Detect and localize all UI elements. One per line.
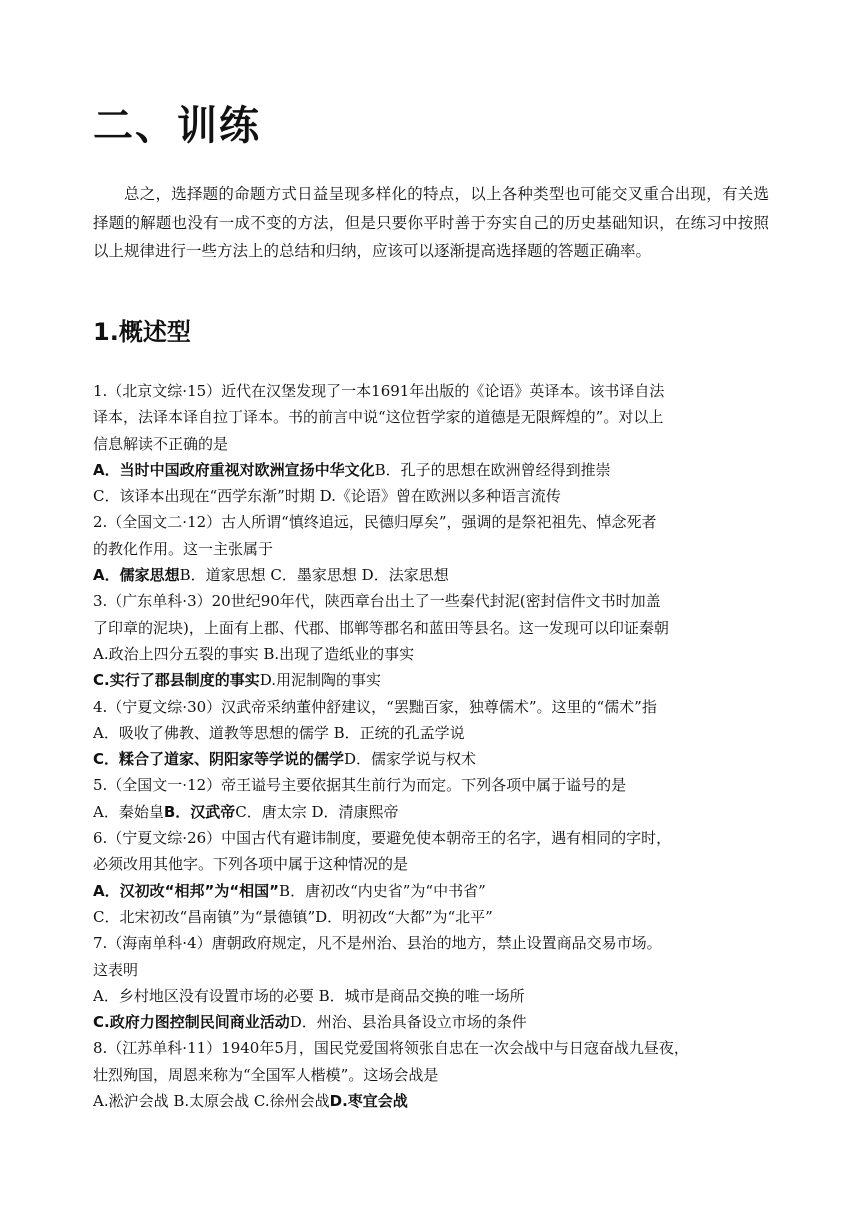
q8-stem-line-2: 壮烈殉国，周恩来称为“全国军人楷模”。这场会战是: [93, 1065, 439, 1084]
q6-options-line-1: [93, 878, 769, 904]
q7-options-line-2: [93, 1009, 769, 1035]
q5-stem-line-1: 5.（全国文一·12）帝王谥号主要依据其生前行为而定。下列各项中属于谥号的是: [93, 776, 627, 795]
q6-stem-line-1: 6.（宁夏文综·26）中国古代有避讳制度，要避免使本朝帝王的名字，遇有相同的字时，: [93, 829, 672, 848]
q2-options-line: [93, 562, 769, 588]
q1-stem-line-2: 译本，法译本译自拉丁译本。书的前言中说“这位哲学家的道德是无限辉煌的”。对以上: [93, 408, 664, 427]
q6-option-b: B．唐初改“内史省”为“中书省”: [279, 881, 486, 900]
q7-options-line-1: A．乡村地区没有设置市场的必要 B．城市是商品交换的唯一场所: [93, 986, 525, 1005]
q3-stem-line-2: 了印章的泥块)，上面有上郡、代郡、邯郸等郡名和蓝田等县名。这一发现可以印证秦朝: [93, 618, 669, 637]
q3-options-line-1: A.政治上四分五裂的事实 B.出现了造纸业的事实: [93, 644, 415, 663]
q1-options-line-1: [93, 457, 769, 483]
q1-stem-line-3: 信息解读不正确的是: [93, 434, 229, 453]
q4-options-line-2: [93, 746, 769, 772]
q5-options-line: [93, 799, 769, 825]
q3-options-line-2: [93, 667, 769, 693]
q8-answer-option-d: D.枣宜会战: [329, 1092, 408, 1111]
q1-answer-option-a: A．当时中国政府重视对欧洲宣扬中华文化: [93, 460, 375, 479]
q1-options-line-2: C．该译本出现在“西学东渐”时期 D.《论语》曾在欧洲以多种语言流传: [93, 487, 561, 506]
q8-options-abc: A.淞沪会战 B.太原会战 C.徐州会战: [93, 1092, 330, 1111]
q1-option-b: B．孔子的思想在欧洲曾经得到推崇: [374, 460, 611, 479]
q4-answer-option-c: C．糅合了道家、阴阳家等学说的儒学: [93, 750, 345, 769]
q2-options-bcd: B．道家思想 C．墨家思想 D．法家思想: [179, 566, 449, 585]
q6-stem-line-2: 必须改用其他字。下列各项中属于这种情况的是: [93, 855, 409, 874]
q7-answer-option-c: C.政府力图控制民间商业活动: [93, 1013, 290, 1032]
q7-option-d: D．州治、县治具备设立市场的条件: [289, 1013, 527, 1032]
q7-stem-line-1: 7.（海南单科·4）唐朝政府规定，凡不是州治、县治的地方，禁止设置商品交易市场。: [93, 934, 662, 953]
q3-answer-option-c: C.实行了郡县制度的事实: [93, 671, 260, 690]
section-title: 1.概述型: [93, 318, 191, 346]
q3-option-d: D.用泥制陶的事实: [259, 671, 381, 690]
q2-stem-line-1: 2.（全国文二·12）古人所谓“慎终追远，民德归厚矣”，强调的是祭祀祖先、悼念死者: [93, 513, 657, 532]
q4-option-d: D．儒家学说与权术: [344, 750, 477, 769]
q6-answer-option-a: A．汉初改“相邦”为“相国”: [93, 881, 280, 900]
q5-option-a: A．秦始皇: [93, 802, 164, 821]
q4-stem-line-1: 4.（宁夏文综·30）汉武帝采纳董仲舒建议，“罢黜百家，独尊儒术”。这里的“儒术”指: [93, 697, 657, 716]
q1-stem-line-1: 1.（北京文综·15）近代在汉堡发现了一本1691年出版的《论语》英译本。该书译自法: [93, 382, 665, 400]
q2-answer-option-a: A．儒家思想: [93, 566, 180, 585]
intro-paragraph: 总之，选择题的命题方式日益呈现多样化的特点，以上各种类型也可能交叉重合出现，有关选择题的解题也没有一成不变的方法，但是只要你平时善于夯实自己的历史基础知识，在练习中按照以上规律进行一些方法上的总结和归纳，应该可以逐渐提高选择题的答题正确率。: [93, 185, 769, 260]
q8-stem-line-1: 8.（江苏单科·11）1940年5月，国民党爱国将领张自忠在一次会战中与日寇奋战九昼夜，: [93, 1039, 689, 1058]
q6-options-line-2: C．北宋初改“昌南镇”为“景德镇”D．明初改“大都”为“北平”: [93, 907, 493, 926]
q8-options-line: [93, 1088, 769, 1114]
q5-answer-option-b: B．汉武帝: [163, 802, 236, 821]
q5-options-cd: C．唐太宗 D．清康熙帝: [235, 802, 399, 821]
page-title: 二、训练: [93, 103, 261, 149]
question-list: [93, 378, 769, 1114]
q2-stem-line-2: 的教化作用。这一主张属于: [93, 539, 274, 558]
q4-options-line-1: A．吸收了佛教、道教等思想的儒学 B．正统的孔孟学说: [93, 723, 465, 742]
q7-stem-line-2: 这表明: [93, 960, 139, 979]
q3-stem-line-1: 3.（广东单科·3）20世纪90年代，陕西章台出土了一些秦代封泥(密封信件文书时加盖: [93, 592, 661, 611]
